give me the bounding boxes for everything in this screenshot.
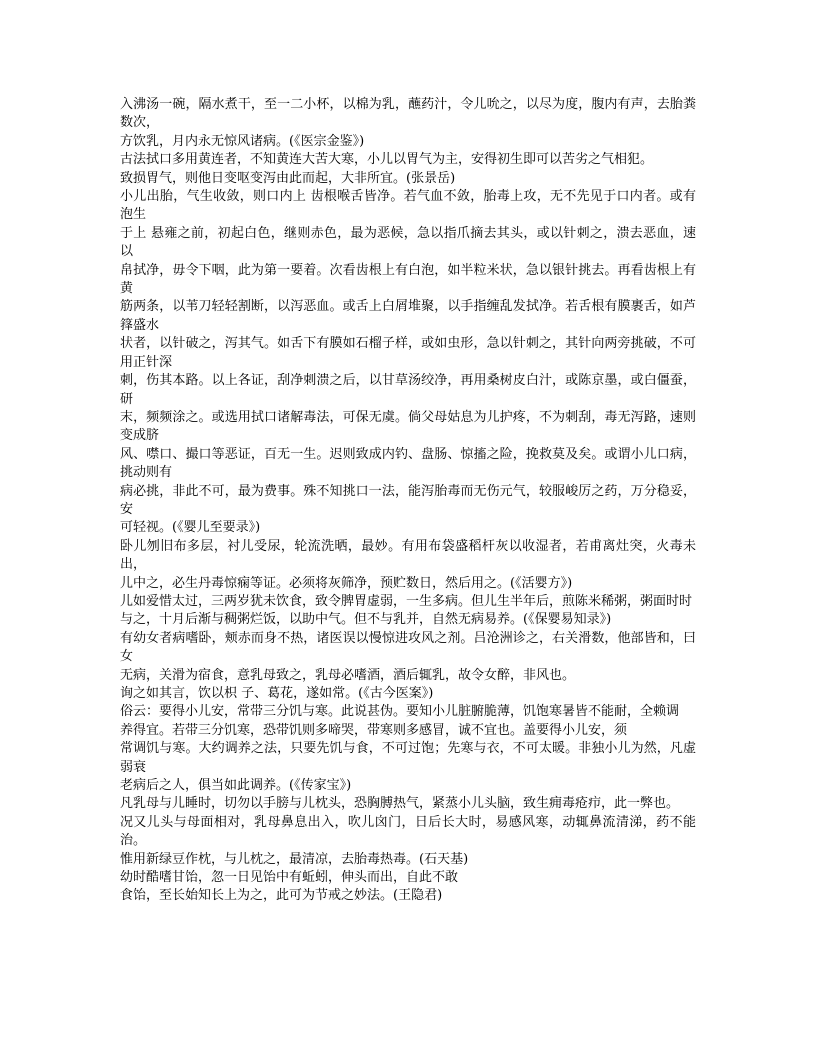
text-line-2: 方饮乳，月内永无惊风诸病。(《医宗金鉴》) [120, 133, 365, 149]
text-line-10: 刺，伤其本路。以上各证，刮净刺溃之后，以甘草汤绞净，再用桑树皮白汁，或陈京墨，或白僵蚕，研 [120, 373, 696, 407]
text-line-30: 食饴，至长始知长上为之，此可为节戒之妙法。(王隐君) [120, 888, 443, 904]
text-line-18: 与之，十月后渐与稠粥烂饭，以助中气。但不与乳并，自然无病易养。(《保婴易知录》) [120, 612, 612, 628]
text-line-29: 幼时酷嗜甘饴，忽一日见饴中有蚯蚓，伸头而出，自此不敢 [120, 870, 459, 886]
text-line-19: 有幼女者病嗜卧，颊赤而身不热，诸医误以慢惊进攻风之剂。吕沧洲诊之，右关滑数，他部皆和，曰女 [120, 630, 696, 665]
text-line-11: 末，频频涂之。或选用拭口诸解毒法，可保无虞。倘父母姑息为儿护疼，不为刺刮，毒无泻路，速则变成脐 [120, 409, 696, 444]
text-line-14: 可轻视。(《婴儿至要录》) [120, 520, 261, 536]
text-line-21: 询之如其言，饮以枳 子、葛花，遂如常。(《古今医案》) [120, 686, 434, 701]
text-line-15: 卧儿刎旧布多层，衬儿受尿，轮流洗晒，最妙。有用布袋盛稻杆灰以收湿者，若甫离灶突，火毒未出， [120, 538, 696, 573]
text-line-8: 筋两条，以苇刀轻轻割断，以泻恶血。或舌上白屑堆聚，以手指缠乱发拭净。若舌根有膜裹舌，如芦箨盛水 [120, 299, 696, 333]
text-line-9: 状者，以针破之，泻其气。如舌下有膜如石榴子样，或如虫形，急以针刺之，其针向两旁挑破，不可用正针深 [120, 336, 696, 370]
text-line-23: 养得宜。若带三分饥寒，恐带饥则多啼哭，带寒则多感冒，诚不宜也。盖要得小儿安，须 [120, 722, 628, 738]
text-line-1: 入沸汤一碗，隔水煮干，至一二小杯，以棉为乳，蘸药汁，令儿吮之，以尽为度，腹内有声，去胎粪数次， [120, 97, 696, 131]
text-line-22: 俗云：要得小儿安，常带三分饥与寒。此说甚伪。要知小儿脏腑脆薄，饥饱寒暑皆不能耐，全赖调 [120, 704, 680, 720]
document-page [120, 96, 696, 906]
text-line-12: 风、噤口、撮口等恶证，百无一生。迟则致成内钓、盘肠、惊搐之险，挽救莫及矣。或谓小儿口病，挑动则有 [120, 446, 696, 481]
text-line-28: 惟用新绿豆作枕，与儿枕之，最清凉，去胎毒热毒。(石天基) [120, 851, 469, 867]
text-line-20: 无病，关滑为宿食，意乳母致之，乳母必嗜酒，酒后辄乳，故令女醉，非风也。 [120, 667, 576, 683]
text-line-3: 古法拭口多用黄连者，不知黄连大苦大寒，小儿以胃气为主，安得初生即可以苦劣之气相犯。 [120, 152, 654, 168]
text-line-7: 帛拭净，毋令下咽，此为第一要着。次看齿根上有白泡，如半粒米状，急以银针挑去。再看齿根上有黄 [120, 262, 696, 297]
text-line-13: 病必挑，非此不可，最为费事。殊不知挑口一法，能泻胎毒而无伤元气，较服峻厉之药，万分稳妥，安 [120, 483, 696, 517]
text-line-26: 凡乳母与儿睡时，切勿以手膀与儿枕头，恐胸膊热气，紧蒸小儿头脑，致生痈毒疮疖，此一弊也。 [120, 796, 680, 812]
text-line-27: 况又儿头与母面相对，乳母鼻息出入，吹儿囟门，日后长大时，易感风寒，动辄鼻流清涕，药不能治。 [120, 814, 696, 849]
text-line-6: 于上 悬雍之前，初起白色，继则赤色，最为恶候，急以指爪摘去其头，或以针刺之，溃去恶血，速以 [120, 225, 696, 260]
text-line-24: 常调饥与寒。大约调养之法，只要先饥与食，不可过饱；先寒与衣，不可太暖。非独小儿为然，凡虚弱衰 [120, 741, 696, 775]
text-line-17: 儿如爱惜太过，三两岁犹未饮食，致令脾胃虚弱，一生多病。但儿生半年后，煎陈米稀粥，粥面时时 [120, 593, 693, 609]
text-line-5: 小儿出胎，气生收敛，则口内上 齿根喉舌皆净。若气血不敛，胎毒上攻，无不先见于口内者。或有泡生 [120, 189, 696, 223]
text-line-25: 老病后之人，俱当如此调养。(《传家宝》) [120, 778, 352, 794]
text-line-16: 儿中之，必生丹毒惊痫等证。必须将灰筛净，预贮数日，然后用之。(《活婴方》) [120, 575, 573, 591]
text-line-4: 致损胃气，则他日变呕变泻由此而起，大非所宜。(张景岳) [120, 170, 456, 186]
